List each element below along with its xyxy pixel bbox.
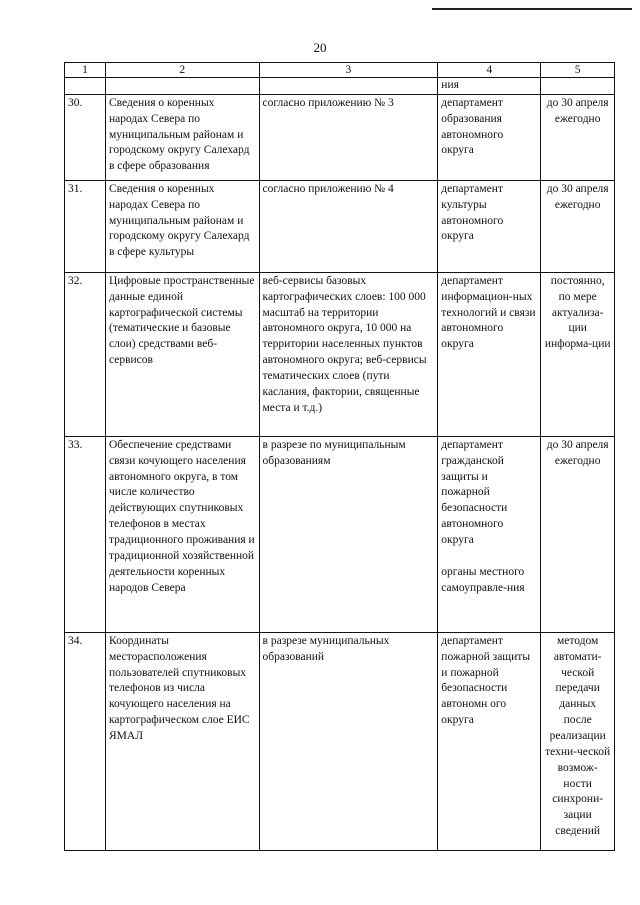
column-header-5: 5 [541,63,615,78]
column-header-2: 2 [106,63,260,78]
column-header-3: 3 [259,63,438,78]
deadline: до 30 апреля ежегодно [541,180,615,272]
top-rule [432,8,632,10]
row-number: 32. [65,272,106,436]
responsible-body [438,436,541,632]
row-number: 31. [65,180,106,272]
responsible-body: департамент образования автономного округа [438,94,541,180]
column-number-row [65,63,615,78]
deadline: до 30 апреля ежегодно [541,436,615,632]
column-header-1: 1 [65,63,106,78]
registry-table [64,62,615,851]
table-row [65,94,615,180]
responsible-body: департамент информацион-ных технологий и связи автономного округа [438,272,541,436]
row-number: 33. [65,436,106,632]
table-row [65,272,615,436]
responsible-body-primary: департамент гражданской защиты и пожарной безопасности автономного округа [441,438,508,547]
info-description: Сведения о коренных народах Севера по муниципальным районам и городскому округу Салехард в сфере культуры [106,180,260,272]
info-description: Цифровые пространственные данные единой картографической системы (тематические и базовые слои) средствами веб-сервисов [106,272,260,436]
deadline: до 30 апреля ежегодно [541,94,615,180]
row-number: 34. [65,632,106,850]
info-detail: в разрезе муниципальных образований [259,632,438,850]
continuation-text: ния [438,78,541,95]
table-row [65,436,615,632]
info-description: Координаты месторасположения пользователей спутниковых телефонов из числа кочующего населения на картографическом слое ЕИС ЯМАЛ [106,632,260,850]
continuation-row [65,78,615,95]
info-detail: согласно приложению № 3 [259,94,438,180]
deadline: постоянно, по мере актуализа-ции информа-ции [541,272,615,436]
info-detail: согласно приложению № 4 [259,180,438,272]
responsible-body: департамент культуры автономного округа [438,180,541,272]
page-number: 20 [313,40,327,55]
info-detail: веб-сервисы базовых картографических слоев: 100 000 масштаб на территории автономного округа, 10 000 на территории населенных пунктов автономного округа; веб-сервисы тематических слоев (пути каслания, фактории, священные места и т.д.) [259,272,438,436]
info-description: Обеспечение средствами связи кочующего населения автономного округа, в том числе количество действующих спутниковых телефонов в местах традиционного проживания и традиционной хозяйственной деятельности коренных народов Севера [106,436,260,632]
info-detail: в разрезе по муниципальным образованиям [259,436,438,632]
table-row [65,632,615,850]
responsible-body: департамент пожарной защиты и пожарной безопасности автономн ого округа [438,632,541,850]
responsible-body-secondary: органы местного самоуправле-ния [441,565,525,594]
info-description: Сведения о коренных народах Севера по муниципальным районам и городскому округу Салехард в сфере образования [106,94,260,180]
deadline: методом автомати-ческой передачи данных после реализации техни-ческой возмож-ности синхрони-зации сведений [541,632,615,850]
table-row [65,180,615,272]
row-number: 30. [65,94,106,180]
column-header-4: 4 [438,63,541,78]
